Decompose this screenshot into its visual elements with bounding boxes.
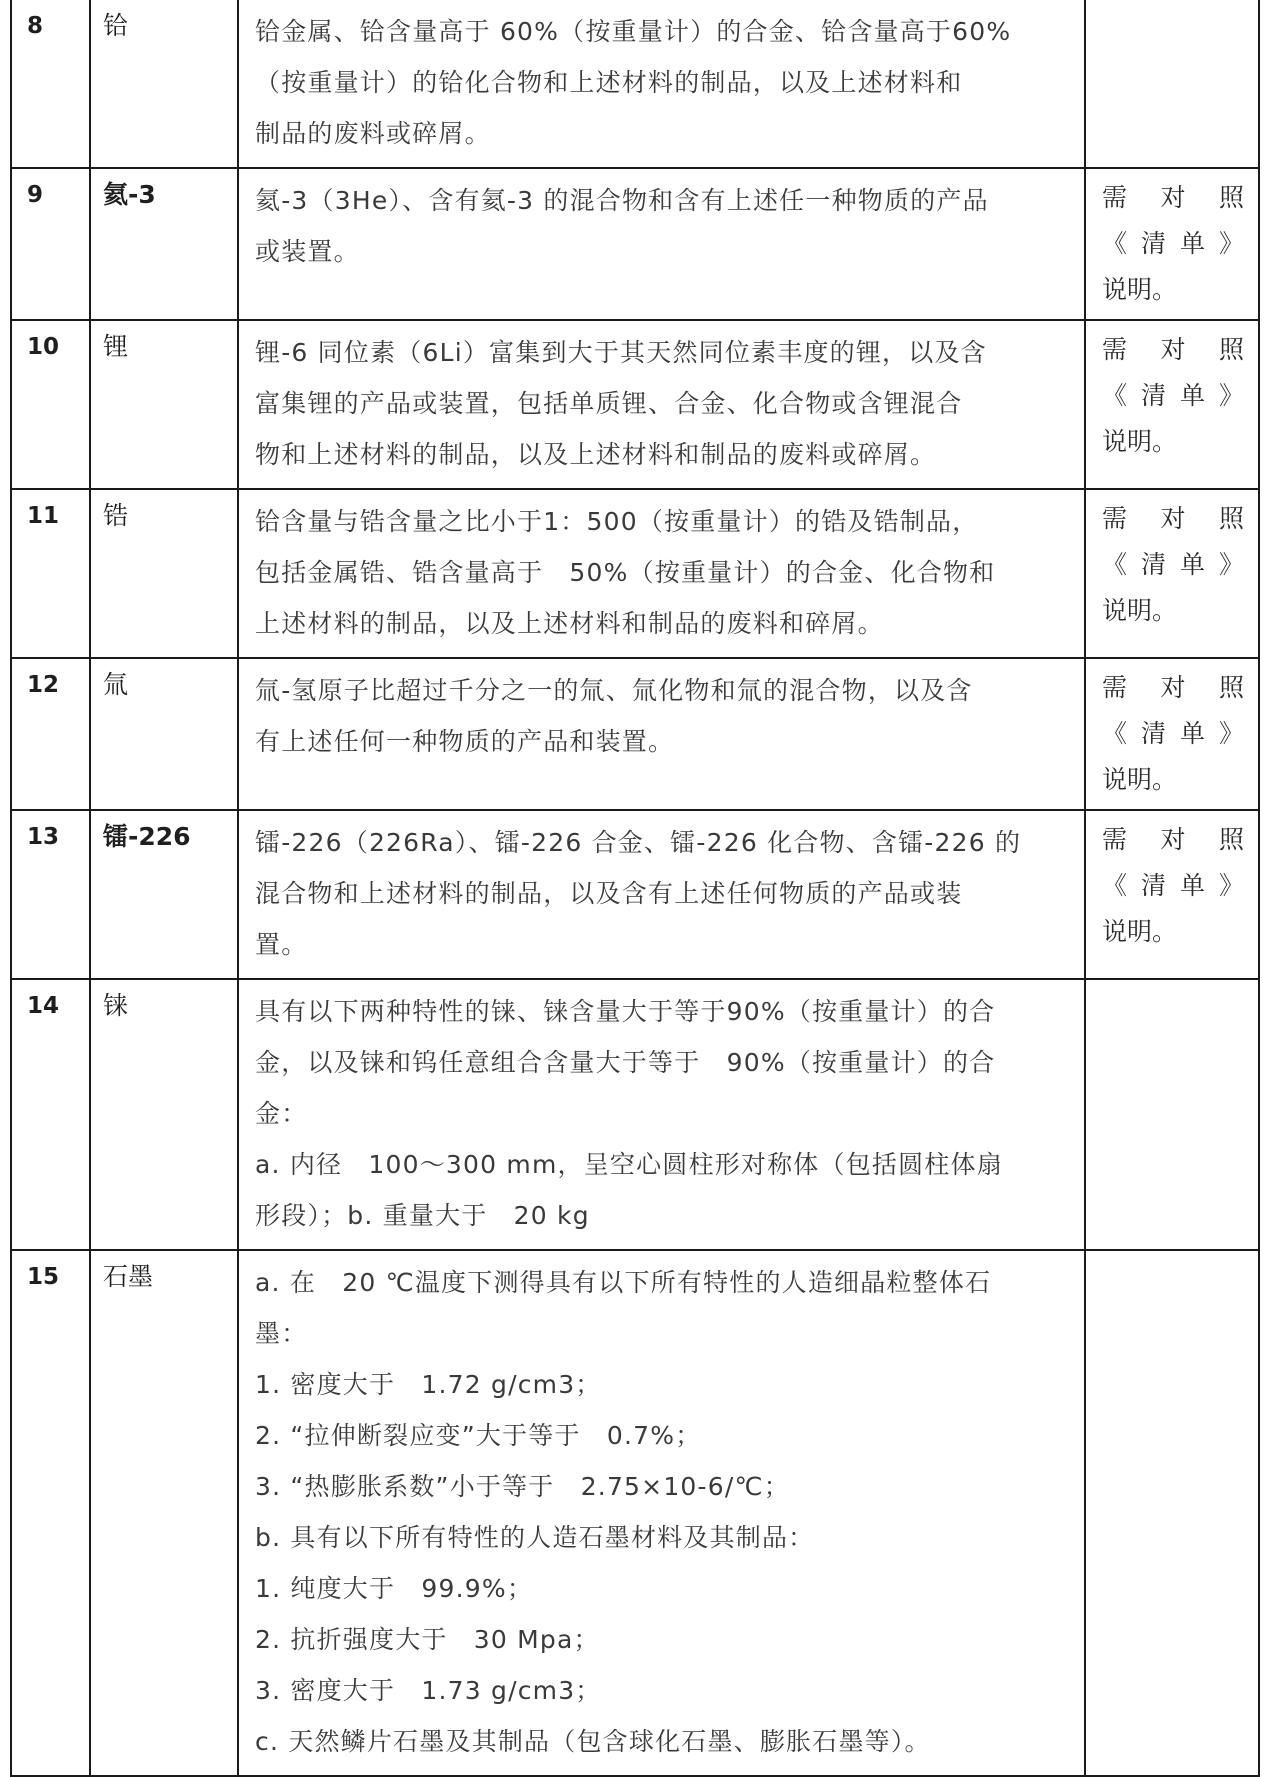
description-line: 氚-氢原子比超过千分之一的氚、氚化物和氚的混合物，以及含 [255, 676, 973, 705]
note-glyph: 对 [1160, 335, 1186, 364]
item-description-cell [238, 979, 1085, 1250]
description-line: 2. 抗折强度大于 30 Mpa； [255, 1625, 600, 1654]
item-description-cell [238, 810, 1085, 979]
item-note-cell [1085, 489, 1259, 658]
note-line [1102, 175, 1244, 221]
item-name: 铼 [103, 991, 129, 1020]
note-glyph: 对 [1160, 504, 1186, 533]
description-line: 墨： [255, 1319, 308, 1348]
table-row [11, 320, 1259, 489]
item-name-cell [90, 810, 238, 979]
note-line [1102, 909, 1244, 955]
item-note-cell [1085, 320, 1259, 489]
note-glyph: 说明。 [1102, 427, 1178, 456]
item-description-cell [238, 489, 1085, 658]
row-number: 15 [27, 1264, 60, 1290]
note-glyph: 清 [1140, 229, 1166, 258]
item-description-cell [238, 168, 1085, 320]
note-line [1102, 542, 1244, 588]
note-line [1102, 711, 1244, 757]
description-line: （按重量计）的铪化合物和上述材料的制品，以及上述材料和 [255, 68, 963, 97]
note-line [1102, 267, 1244, 313]
note-line [1102, 757, 1244, 803]
note-line [1102, 863, 1244, 909]
row-number: 13 [27, 824, 60, 850]
description-line: 富集锂的产品或装置，包括单质锂、合金、化合物或含锂混合 [255, 389, 963, 418]
description-line: 制品的废料或碎屑。 [255, 119, 491, 148]
description-line: 铪含量与锆含量之比小于1：500（按重量计）的锆及锆制品， [255, 507, 979, 536]
description-line: 氦-3（3He）、含有氦-3 的混合物和含有上述任一种物质的产品 [255, 186, 989, 215]
row-number-cell [11, 0, 90, 168]
description-line: 包括金属锆、锆含量高于 50%（按重量计）的合金、化合物和 [255, 558, 996, 587]
description-line: 具有以下两种特性的铼、铼含量大于等于90%（按重量计）的合 [255, 997, 996, 1026]
item-name: 锆 [103, 501, 129, 530]
description-line: c. 天然鳞片石墨及其制品（包含球化石墨、膨胀石墨等）。 [255, 1727, 931, 1756]
item-description-cell [238, 320, 1085, 489]
description-line: 上述材料的制品，以及上述材料和制品的废料和碎屑。 [255, 609, 884, 638]
note-glyph: 》 [1218, 550, 1244, 579]
description-line: 混合物和上述材料的制品，以及含有上述任何物质的产品或装 [255, 879, 963, 908]
note-glyph: 说明。 [1102, 275, 1178, 304]
row-number-cell [11, 489, 90, 658]
items-table [10, 0, 1260, 1777]
item-name: 铪 [103, 11, 129, 40]
note-glyph: 清 [1140, 381, 1166, 410]
item-name: 锂 [103, 332, 129, 361]
row-number: 9 [27, 182, 44, 208]
note-glyph: 照 [1218, 504, 1244, 533]
item-name: 镭-226 [103, 822, 191, 851]
item-note-cell [1085, 810, 1259, 979]
description-line: 2. “拉伸断裂应变”大于等于 0.7%； [255, 1421, 702, 1450]
row-number-cell [11, 320, 90, 489]
item-name-cell [90, 0, 238, 168]
note-glyph: 说明。 [1102, 917, 1178, 946]
note-line [1102, 588, 1244, 634]
description-line: 3. 密度大于 1.73 g/cm3； [255, 1676, 602, 1705]
note-glyph: 对 [1160, 183, 1186, 212]
item-name-cell [90, 489, 238, 658]
table-row [11, 979, 1259, 1250]
note-line [1102, 221, 1244, 267]
item-name-cell [90, 658, 238, 810]
note-glyph: 》 [1218, 229, 1244, 258]
note-glyph: 《 [1102, 719, 1128, 748]
note-glyph: 照 [1218, 183, 1244, 212]
description-line: a. 在 20 ℃温度下测得具有以下所有特性的人造细晶粒整体石 [255, 1268, 992, 1297]
item-name: 氦-3 [103, 180, 156, 209]
note-glyph: 需 [1102, 504, 1128, 533]
note-glyph: 》 [1218, 381, 1244, 410]
note-glyph: 需 [1102, 183, 1128, 212]
item-name-cell [90, 320, 238, 489]
item-name-cell [90, 1250, 238, 1776]
note-glyph: 《 [1102, 381, 1128, 410]
note-glyph: 需 [1102, 673, 1128, 702]
description-line: 铪金属、铪含量高于 60%（按重量计）的合金、铪含量高于60% [255, 17, 1012, 46]
description-line: 物和上述材料的制品，以及上述材料和制品的废料或碎屑。 [255, 440, 937, 469]
table-row [11, 810, 1259, 979]
item-note-cell [1085, 1250, 1259, 1776]
note-glyph: 《 [1102, 550, 1128, 579]
note-glyph: 对 [1160, 825, 1186, 854]
note-glyph: 对 [1160, 673, 1186, 702]
table-row [11, 1250, 1259, 1776]
note-glyph: 》 [1218, 871, 1244, 900]
row-number: 10 [27, 334, 60, 360]
description-line: 1. 纯度大于 99.9%； [255, 1574, 534, 1603]
item-description-cell [238, 0, 1085, 168]
row-number: 8 [27, 13, 44, 39]
row-number: 12 [27, 672, 60, 698]
row-number-cell [11, 810, 90, 979]
note-glyph: 照 [1218, 825, 1244, 854]
item-name-cell [90, 168, 238, 320]
note-glyph: 单 [1179, 550, 1205, 579]
row-number-cell [11, 658, 90, 810]
note-glyph: 清 [1140, 550, 1166, 579]
note-glyph: 需 [1102, 825, 1128, 854]
note-glyph: 《 [1102, 229, 1128, 258]
note-line [1102, 327, 1244, 373]
table-row [11, 489, 1259, 658]
description-line: b. 具有以下所有特性的人造石墨材料及其制品： [255, 1523, 815, 1552]
note-glyph: 清 [1140, 719, 1166, 748]
description-line: 或装置。 [255, 237, 360, 266]
item-name: 石墨 [103, 1262, 154, 1291]
row-number-cell [11, 979, 90, 1250]
note-glyph: 照 [1218, 673, 1244, 702]
note-glyph: 单 [1179, 871, 1205, 900]
item-name: 氚 [103, 670, 129, 699]
row-number: 11 [27, 503, 60, 529]
item-note-cell [1085, 658, 1259, 810]
description-line: 3. “热膨胀系数”小于等于 2.75×10-6/℃； [255, 1472, 790, 1501]
note-glyph: 说明。 [1102, 765, 1178, 794]
item-description-cell [238, 1250, 1085, 1776]
description-line: 镭-226（226Ra）、镭-226 合金、镭-226 化合物、含镭-226 的 [255, 828, 1022, 857]
note-line [1102, 496, 1244, 542]
note-glyph: 清 [1140, 871, 1166, 900]
note-glyph: 《 [1102, 871, 1128, 900]
note-line [1102, 817, 1244, 863]
row-number-cell [11, 1250, 90, 1776]
table-row [11, 0, 1259, 168]
row-number-cell [11, 168, 90, 320]
note-glyph: 》 [1218, 719, 1244, 748]
note-glyph: 单 [1179, 229, 1205, 258]
description-line: 金： [255, 1099, 308, 1128]
table-row [11, 168, 1259, 320]
note-line [1102, 419, 1244, 465]
item-note-cell [1085, 0, 1259, 168]
description-line: 锂-6 同位素（6Li）富集到大于其天然同位素丰度的锂，以及含 [255, 338, 987, 367]
row-number: 14 [27, 993, 60, 1019]
note-glyph: 单 [1179, 381, 1205, 410]
description-line: 1. 密度大于 1.72 g/cm3； [255, 1370, 602, 1399]
note-line [1102, 373, 1244, 419]
item-description-cell [238, 658, 1085, 810]
description-line: 金，以及铼和钨任意组合含量大于等于 90%（按重量计）的合 [255, 1048, 996, 1077]
description-line: 形段）；b. 重量大于 20 kg [255, 1201, 590, 1230]
note-glyph: 需 [1102, 335, 1128, 364]
item-note-cell [1085, 168, 1259, 320]
description-line: 有上述任何一种物质的产品和装置。 [255, 727, 675, 756]
items-table-body [11, 0, 1259, 1776]
note-line [1102, 665, 1244, 711]
item-note-cell [1085, 979, 1259, 1250]
table-row [11, 658, 1259, 810]
description-line: 置。 [255, 930, 308, 959]
note-glyph: 单 [1179, 719, 1205, 748]
item-name-cell [90, 979, 238, 1250]
note-glyph: 说明。 [1102, 596, 1178, 625]
note-glyph: 照 [1218, 335, 1244, 364]
description-line: a. 内径 100～300 mm，呈空心圆柱形对称体（包括圆柱体扇 [255, 1150, 1003, 1179]
